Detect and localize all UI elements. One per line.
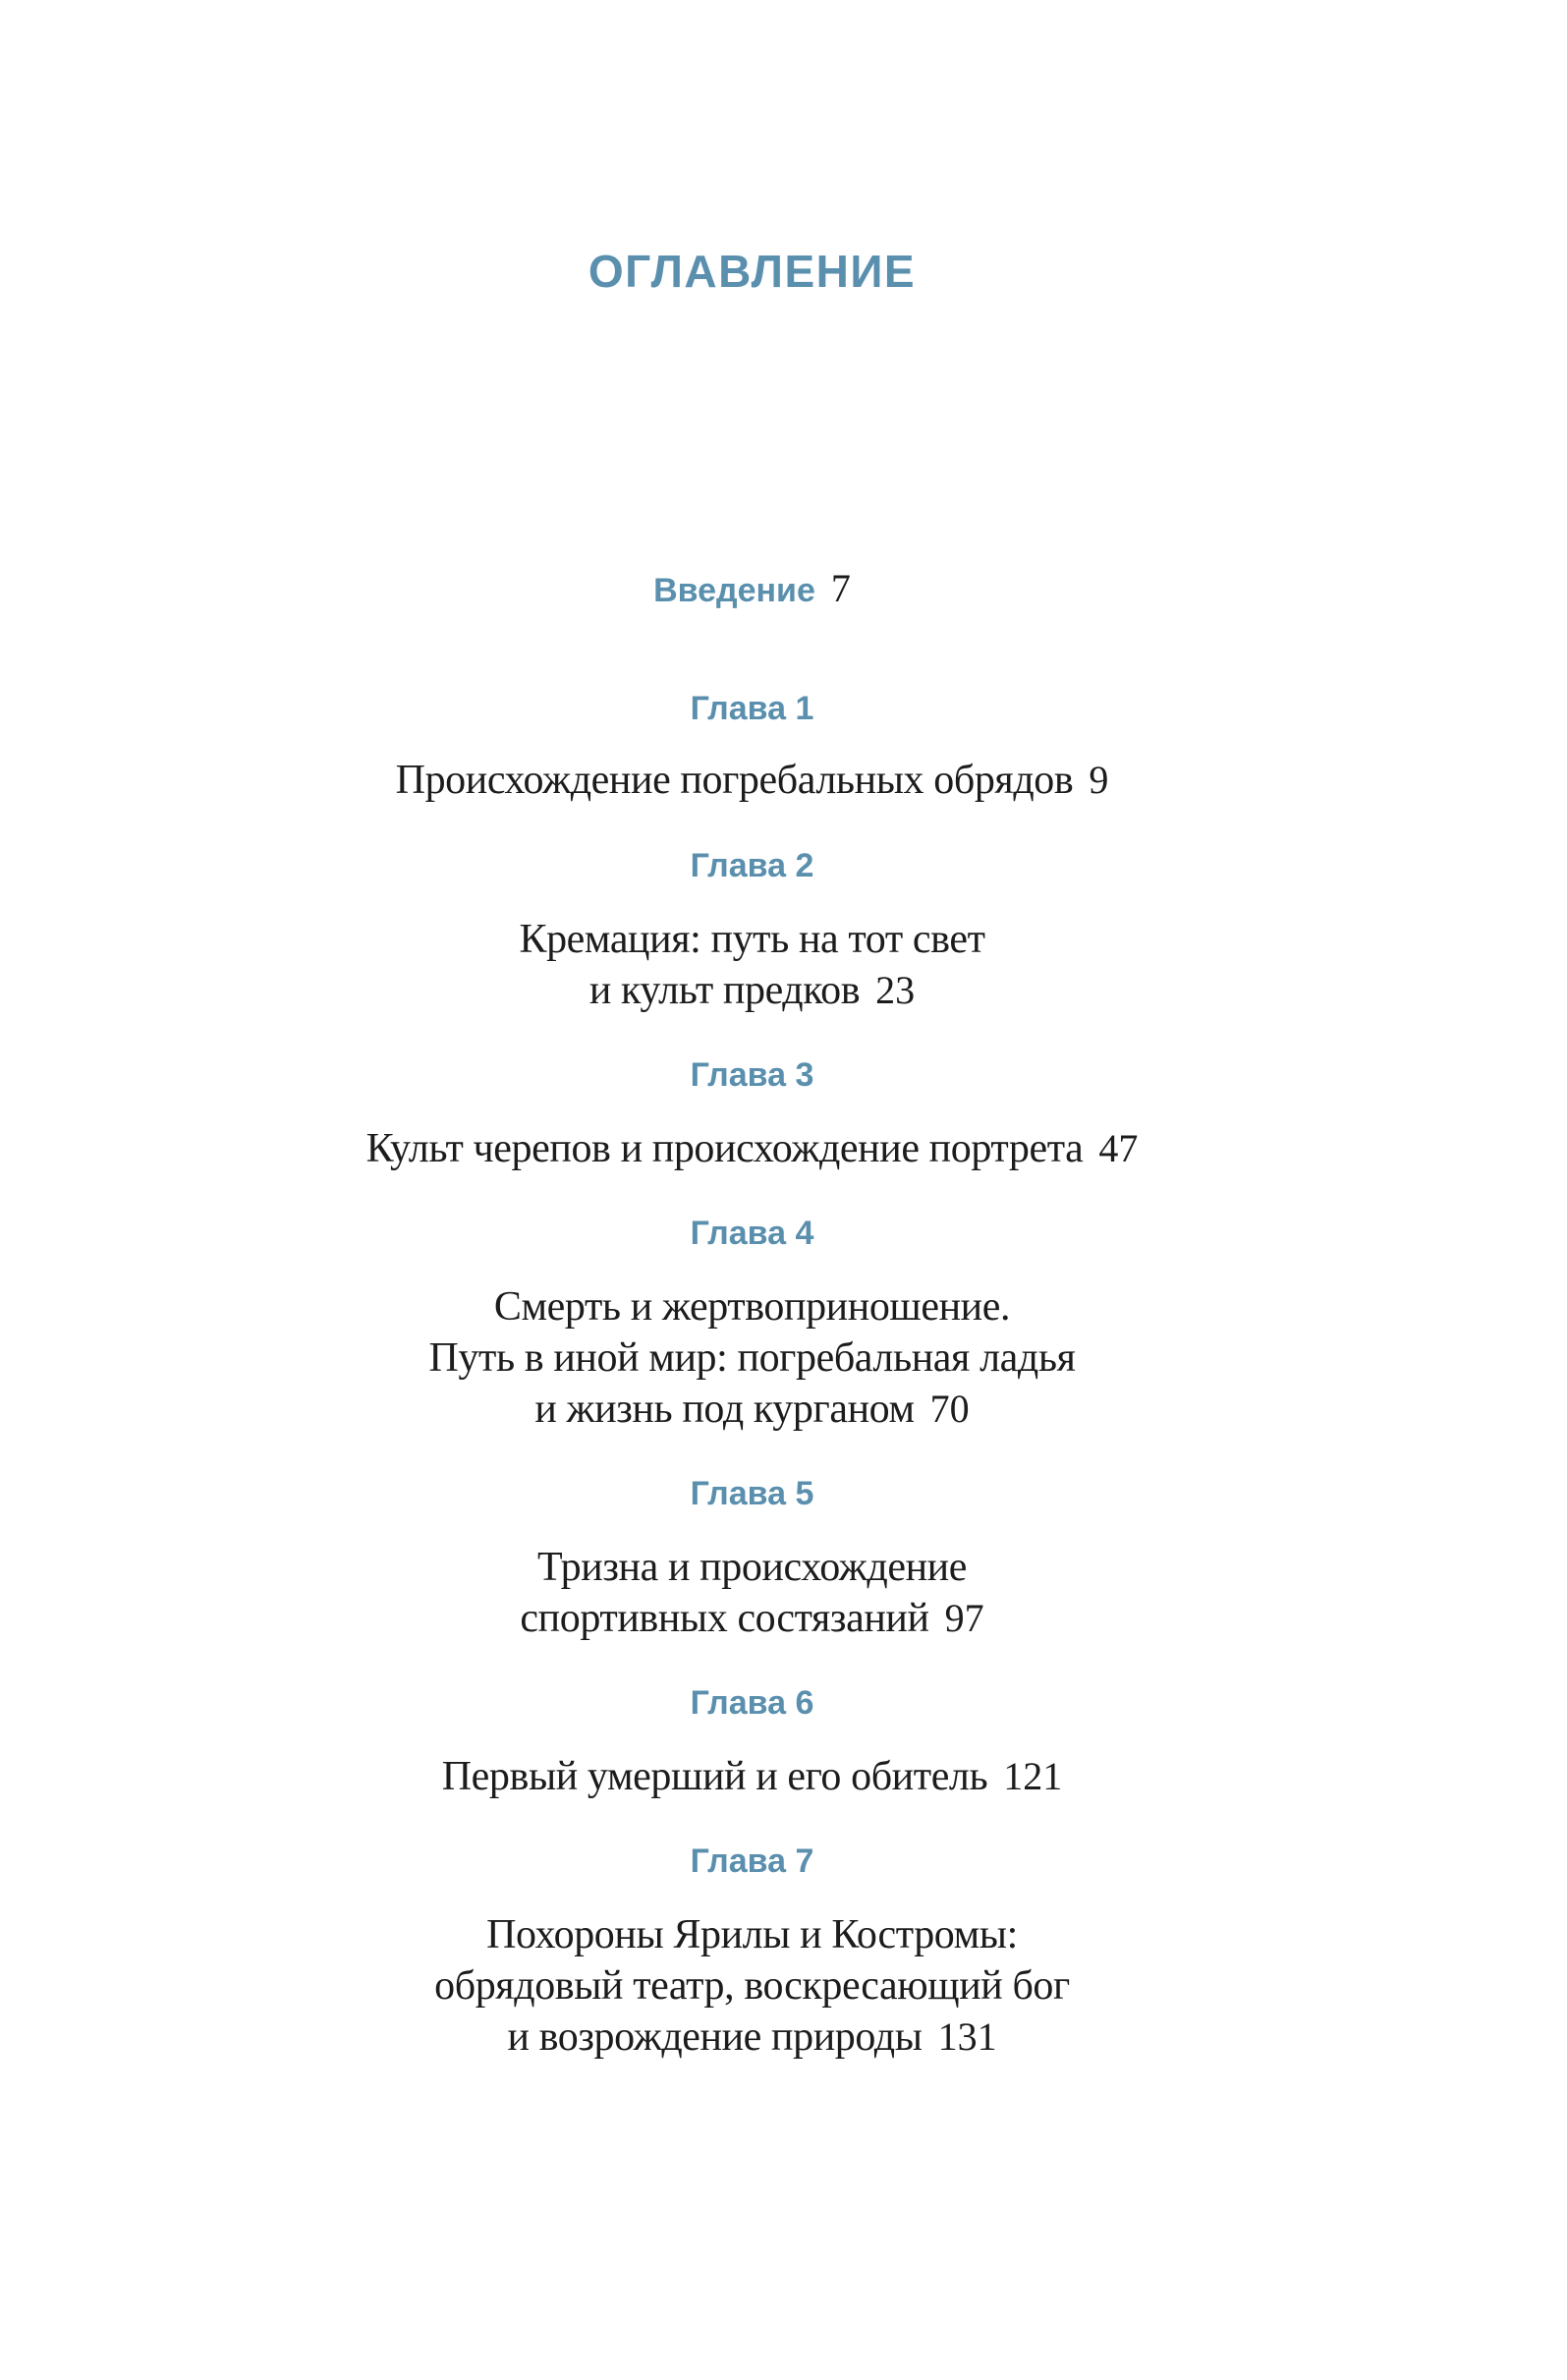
- chapter-title-text: и возрождение природы: [507, 2014, 923, 2060]
- chapter-page-number: 121: [1003, 1754, 1063, 1798]
- chapter-title-text: спортивных состязаний: [520, 1596, 929, 1641]
- chapter-title-text: Происхождение погребальных обрядов: [395, 758, 1074, 803]
- chapter-title-line: Путь в иной мир: погребальная ладья: [428, 1335, 1076, 1381]
- chapter-5-label: Глава 5: [690, 1475, 814, 1512]
- chapter-2-label: Глава 2: [690, 847, 814, 884]
- toc-entry-chapter-5[interactable]: [0, 1542, 1504, 1644]
- chapter-1-label: Глава 1: [690, 690, 814, 727]
- chapter-page-number: 9: [1089, 758, 1109, 802]
- toc-entry-chapter-4[interactable]: [0, 1281, 1504, 1435]
- chapter-title-text: и культ предков: [588, 968, 861, 1013]
- chapter-title-text: Культ черепов и происхождение портрета: [365, 1126, 1084, 1171]
- chapter-page-number: 97: [944, 1596, 984, 1640]
- chapter-title-line: Смерть и жертвоприношение.: [493, 1284, 1011, 1330]
- toc-entry-chapter-7[interactable]: [0, 1909, 1504, 2063]
- chapter-title-line: [0, 1751, 1504, 1802]
- chapter-page-number: 131: [937, 2014, 997, 2059]
- toc-entry-chapter-6[interactable]: [0, 1751, 1504, 1802]
- chapter-title-line: обрядовый театр, воскресающий бог: [434, 1963, 1070, 2009]
- chapter-7-label: Глава 7: [690, 1842, 814, 1880]
- chapter-title-text: Первый умерший и его обитель: [441, 1754, 988, 1799]
- toc-entry-chapter-3[interactable]: [0, 1123, 1504, 1174]
- chapter-title-line: [0, 755, 1504, 806]
- intro-page-number: 7: [830, 566, 851, 610]
- chapter-page-number: 23: [875, 968, 916, 1012]
- chapter-6-label: Глава 6: [690, 1684, 814, 1722]
- toc-entry-chapter-1[interactable]: [0, 755, 1504, 806]
- chapter-title-line: [0, 1123, 1504, 1174]
- chapter-title-line: Тризна и происхождение: [537, 1545, 967, 1590]
- toc-entry-chapter-2[interactable]: [0, 914, 1504, 1016]
- chapter-3-label: Глава 3: [690, 1056, 814, 1094]
- chapter-title-text: и жизнь под курганом: [534, 1387, 915, 1432]
- toc-heading: ОГЛАВЛЕНИЕ: [588, 246, 917, 297]
- chapter-title-line: [0, 1593, 1504, 1644]
- intro-label: Введение: [653, 572, 815, 609]
- chapter-title-line: [0, 965, 1504, 1016]
- chapter-title-line: Кремация: путь на тот свет: [519, 917, 985, 962]
- chapter-page-number: 70: [929, 1387, 970, 1431]
- chapter-4-label: Глава 4: [690, 1215, 814, 1252]
- chapter-title-line: [0, 1384, 1504, 1435]
- chapter-title-line: Похороны Ярилы и Костромы:: [486, 1912, 1018, 1957]
- chapter-page-number: 47: [1098, 1126, 1139, 1170]
- chapter-title-line: [0, 2012, 1504, 2063]
- toc-entry-intro[interactable]: [0, 563, 1504, 614]
